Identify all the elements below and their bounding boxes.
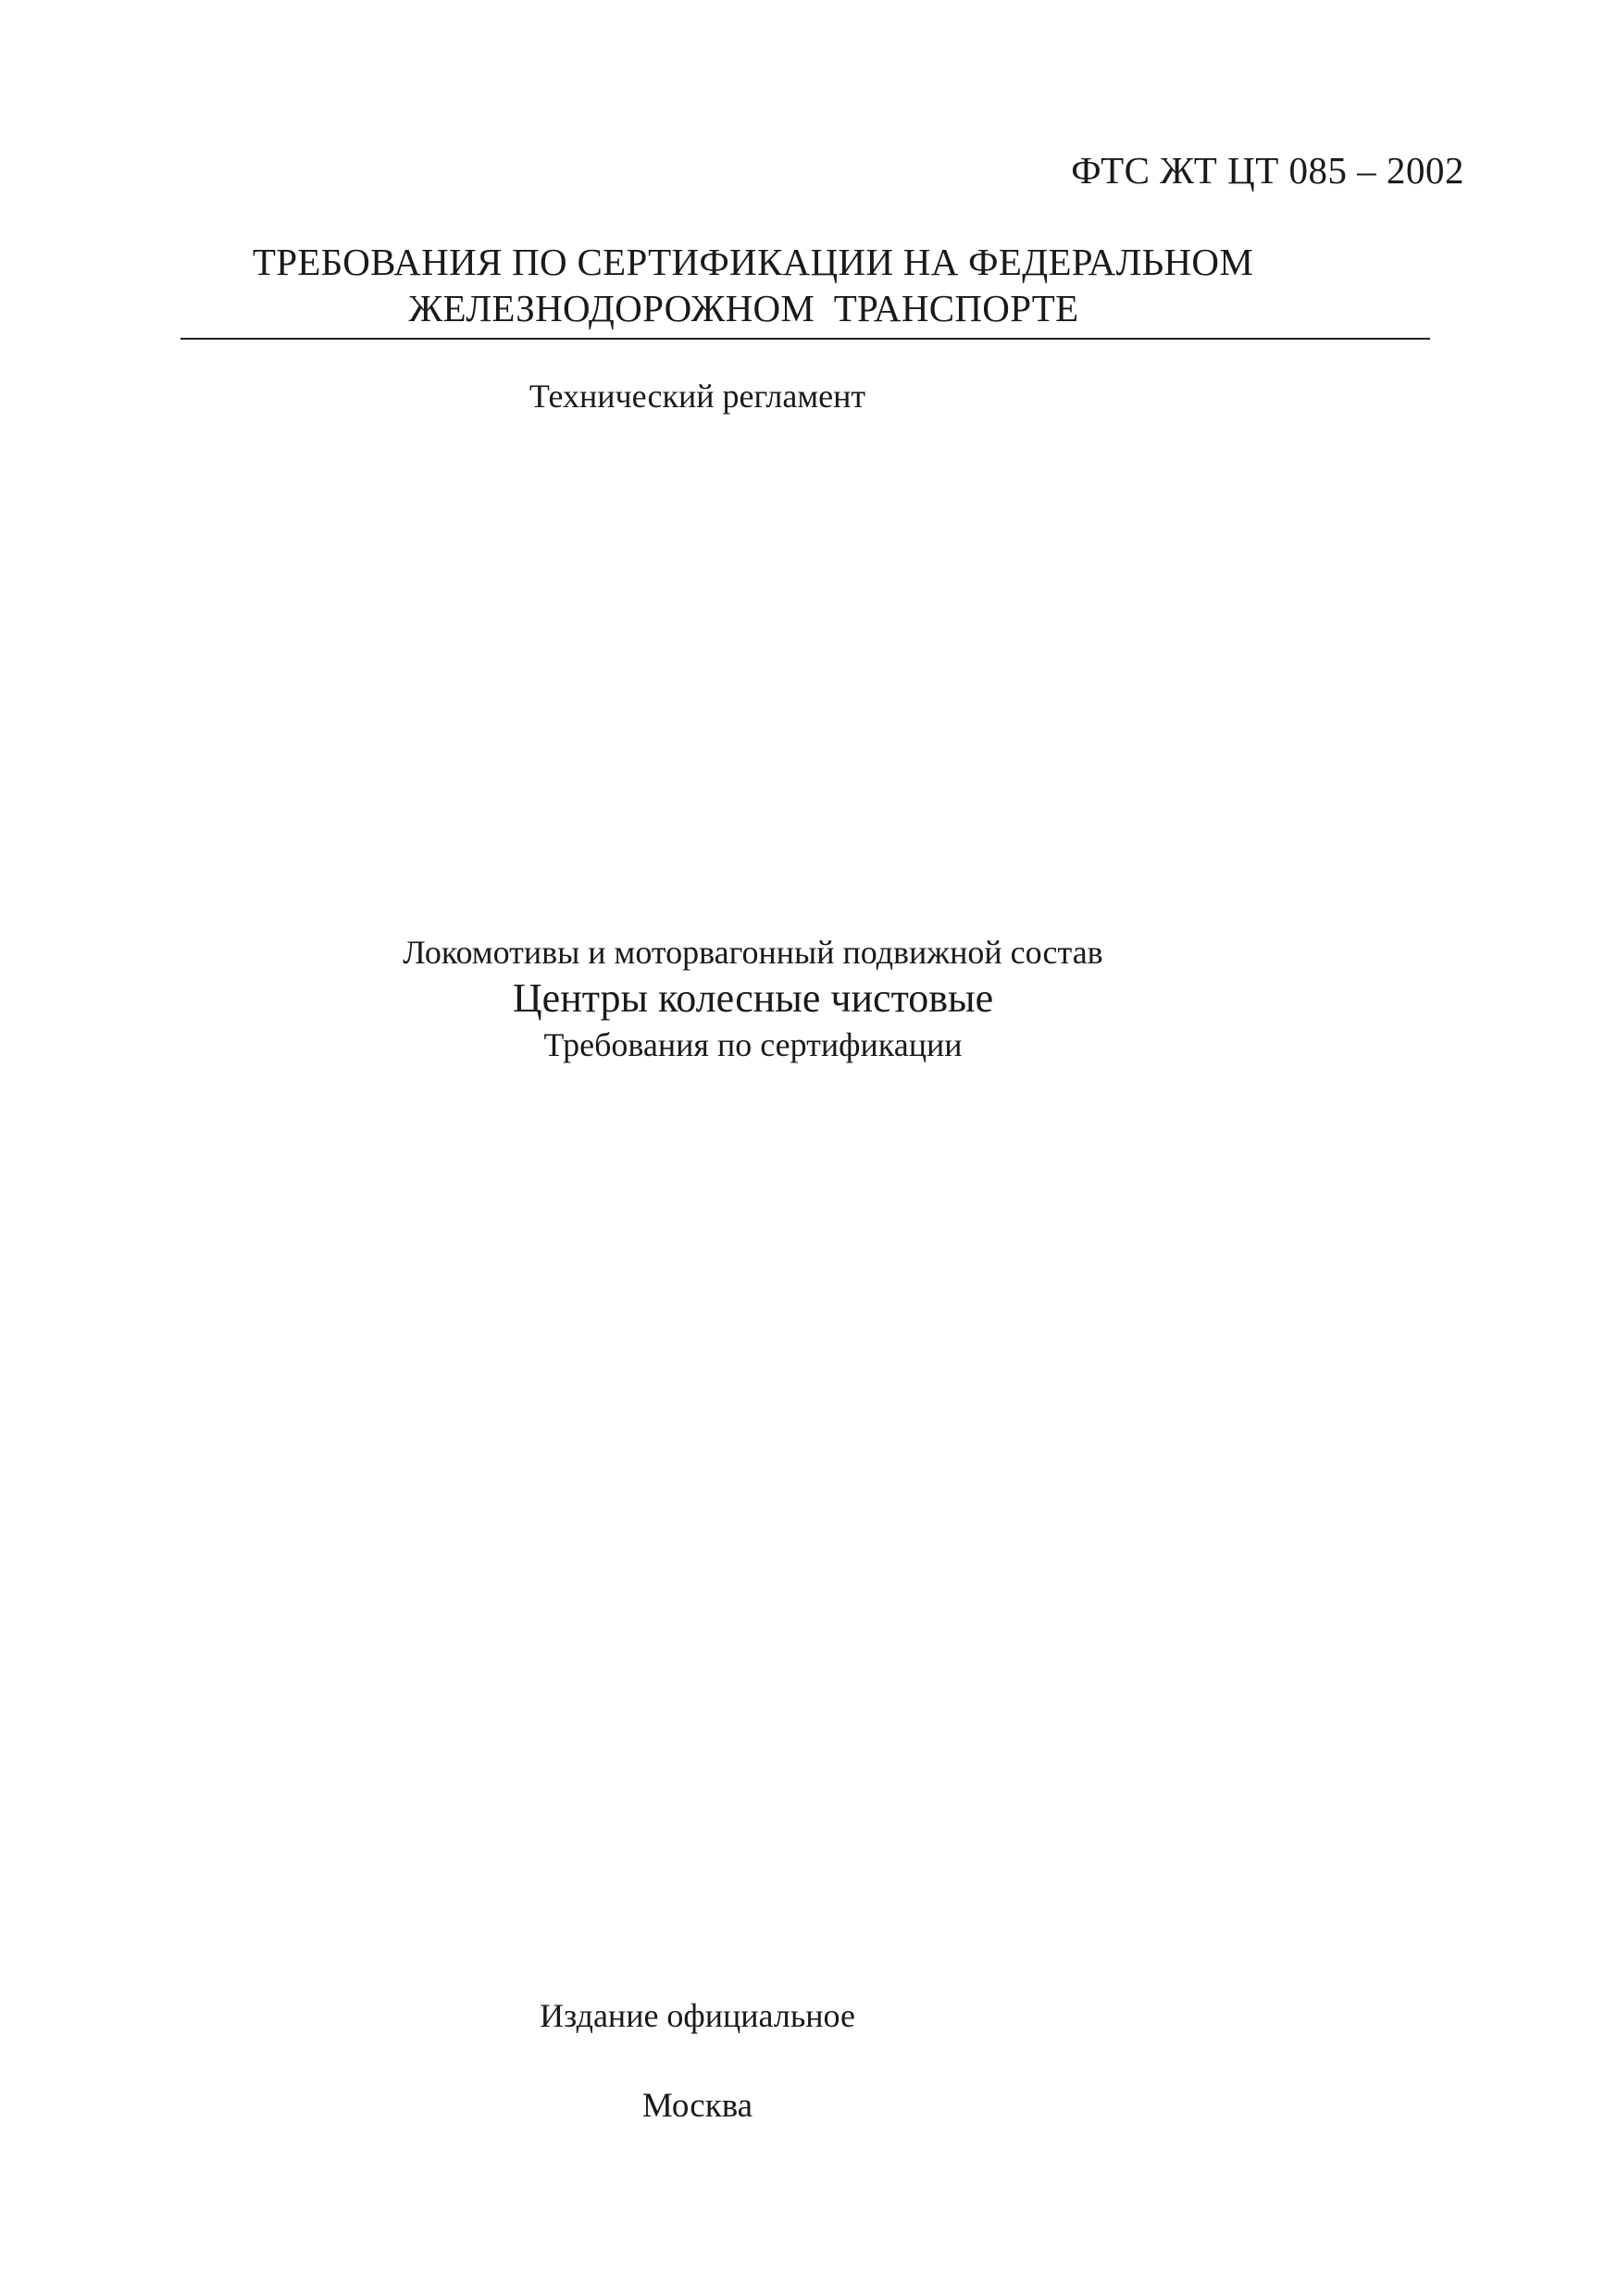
title-divider bbox=[180, 338, 1430, 340]
publication-city: Москва bbox=[641, 2087, 753, 2125]
product-requirements: Требования по сертификации bbox=[543, 1026, 963, 1063]
document-title bbox=[0, 239, 1617, 331]
edition-label: Издание официальное bbox=[540, 1997, 855, 2034]
product-block bbox=[0, 931, 1617, 1066]
document-type: Технический регламент bbox=[529, 378, 866, 415]
product-name: Центры колесные чистовые bbox=[512, 975, 994, 1021]
document-code: ФТС ЖТ ЦТ 085 – 2002 bbox=[1071, 149, 1464, 192]
product-category: Локомотивы и моторвагонный подвижной состав bbox=[403, 934, 1103, 971]
title-line-2: ЖЕЛЕЗНОДОРОЖНОМ ТРАНСПОРТЕ bbox=[408, 287, 1079, 329]
title-line-1: ТРЕБОВАНИЯ ПО СЕРТИФИКАЦИИ НА ФЕДЕРАЛЬНОМ bbox=[252, 241, 1254, 283]
